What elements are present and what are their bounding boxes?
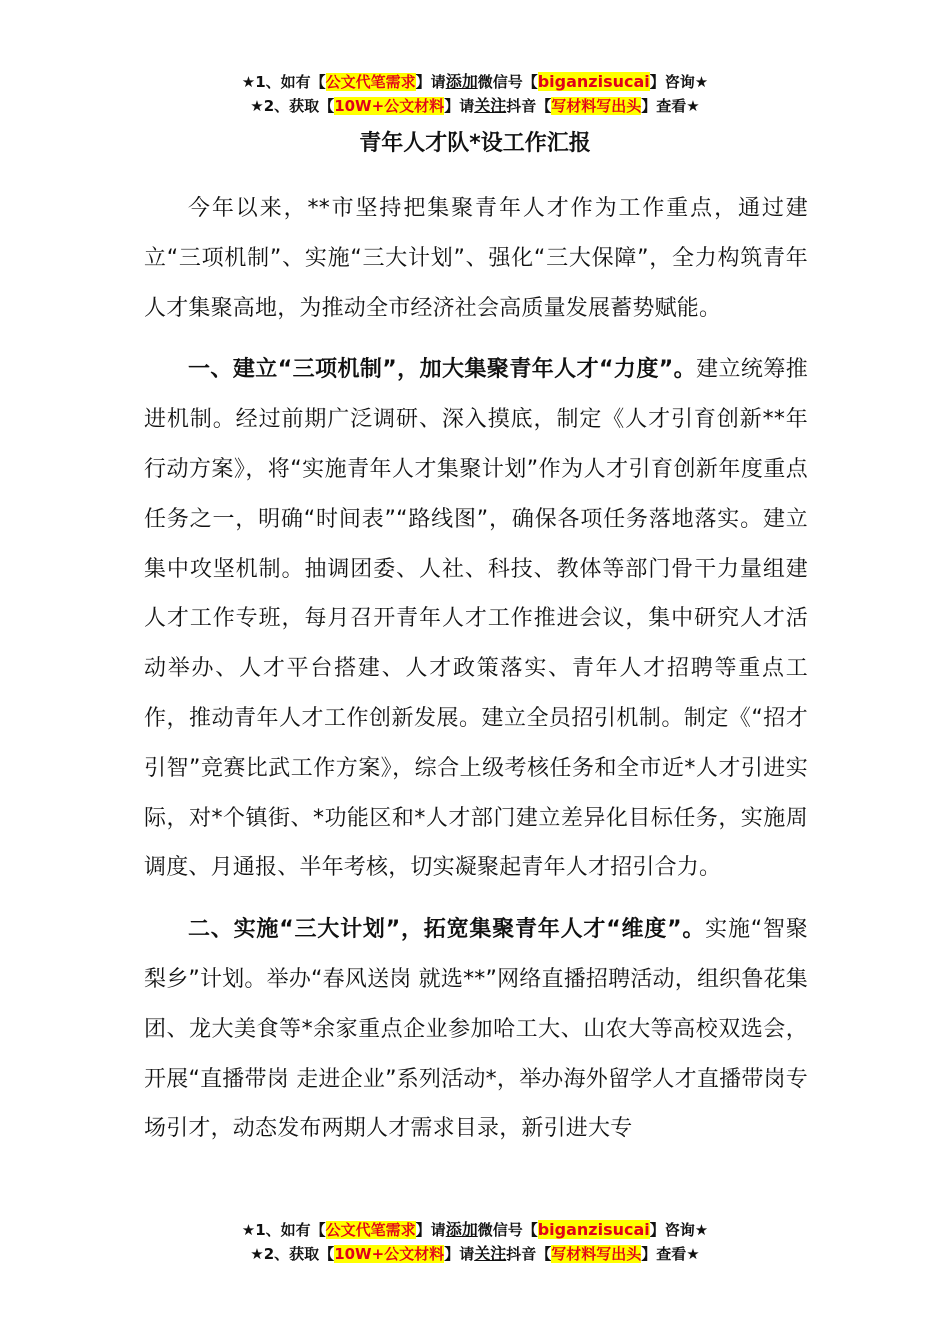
- highlight-service: 公文代笔需求: [325, 73, 416, 91]
- star-icon: ★: [250, 1245, 264, 1263]
- section-1-body: 建立统筹推进机制。经过前期广泛调研、深入摸底，制定《人才引育创新**年行动方案》，将“实施青年人才集聚计划”作为人才引育创新年度重点任务之一，明确“时间表”“路线图”，确保各项任务落地落实。建立集中攻坚机制。抽调团委、人社、科技、教体等部门骨干力量组建人才工作专班，每月召开青年人才工作推进会议，集中研究人才活动举办、人才平台搭建、人才政策落实、青年人才招聘等重点工作，推动青年人才工作创新发展。建立全员招引机制。制定《“招才引智”竞赛比武工作方案》，综合上级考核任务和全市近*人才引进实际，对*个镇街、*功能区和*人才部门建立差异化目标任务，实施周调度、月通报、半年考核，切实凝聚起青年人才招引合力。: [144, 357, 808, 881]
- highlight-materials: 10W+公文材料: [334, 97, 445, 115]
- highlight-wechat-id: biganzisucai: [537, 72, 650, 91]
- highlight-wechat-id: biganzisucai: [537, 1220, 650, 1239]
- document-title: 青年人才队*设工作汇报: [359, 131, 591, 156]
- star-icon: ★: [241, 1221, 256, 1239]
- section-1-heading: 一、建立“三项机制”，加大集聚青年人才“力度”。: [188, 357, 697, 383]
- star-icon: ★: [241, 73, 256, 91]
- highlight-service: 公文代笔需求: [325, 1221, 416, 1239]
- section-2-paragraph: [144, 905, 808, 1154]
- promo-line-2: ★2、获取【10W+公文材料】请关注抖音【写材料写出头】查看★: [250, 96, 700, 115]
- star-icon: ★: [250, 97, 264, 115]
- promo-line-1: ★1、如有【公文代笔需求】请添加微信号【biganzisucai】咨询★: [241, 1220, 709, 1239]
- section-2-heading: 二、实施“三大计划”，拓宽集聚青年人才“维度”。: [188, 917, 706, 943]
- section-2-body: 实施“智聚梨乡”计划。举办“春风送岗 就选**”网络直播招聘活动，组织鲁花集团、龙大美食等*余家重点企业参加哈工大、山农大等高校双选会，开展“直播带岗 走进企业”系列活动*，举办海外留学人才直播带岗专场引才，动态发布两期人才需求目录，新引进大专: [144, 917, 808, 1142]
- intro-paragraph: 今年以来，**市坚持把集聚青年人才作为工作重点，通过建立“三项机制”、实施“三大计划”、强化“三大保障”，全力构筑青年人才集聚高地，为推动全市经济社会高质量发展蓄势赋能。: [144, 196, 808, 321]
- document-body: [144, 184, 808, 1154]
- section-1-paragraph: [144, 345, 808, 893]
- highlight-douyin-id: 写材料写出头: [551, 97, 642, 115]
- promo-banner-top: [0, 70, 950, 118]
- highlight-douyin-id: 写材料写出头: [551, 1245, 642, 1263]
- highlight-materials: 10W+公文材料: [334, 1245, 445, 1263]
- promo-line-1: ★1、如有【公文代笔需求】请添加微信号【biganzisucai】咨询★: [241, 72, 709, 91]
- promo-line-2: ★2、获取【10W+公文材料】请关注抖音【写材料写出头】查看★: [250, 1244, 700, 1263]
- promo-banner-bottom: [0, 1218, 950, 1266]
